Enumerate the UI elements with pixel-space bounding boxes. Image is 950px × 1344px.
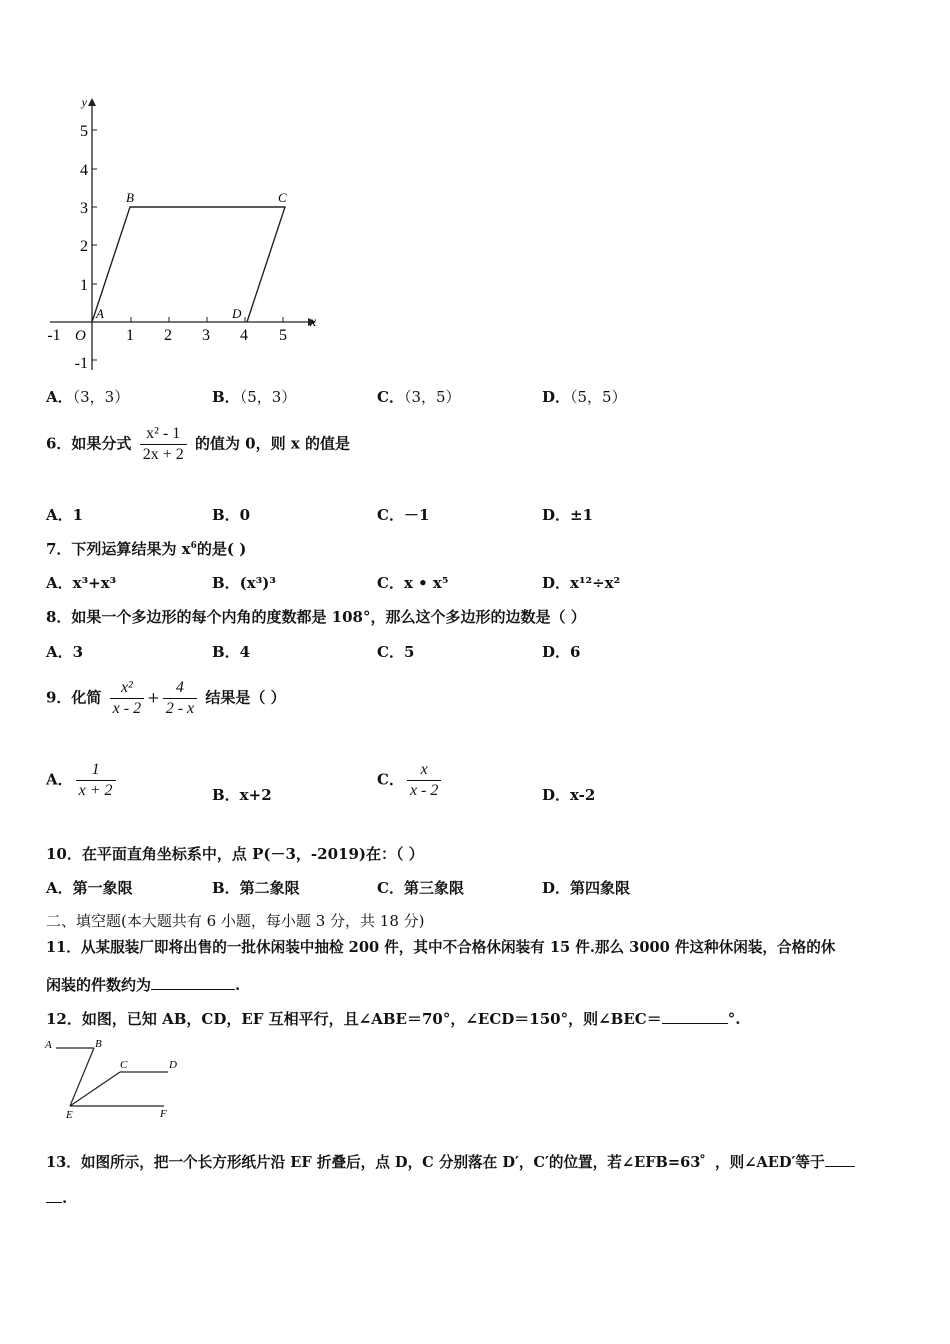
x-tick-label: 4 [240, 327, 248, 344]
question-10: 10．在平面直角坐标系中，点 P(－3，-2019)在：（ ） [46, 845, 424, 863]
q9-option-b: B．x+2 [212, 786, 272, 804]
q9-fraction-2: $\frac{4}{2 - x}$ [163, 678, 197, 719]
answer-blank[interactable] [825, 1152, 855, 1167]
point-label-a: A [96, 306, 104, 321]
y-tick-label: 2 [80, 238, 88, 255]
y-tick-label: 1 [80, 277, 88, 294]
q5-option-d: D．（5，5） [542, 388, 627, 406]
x-tick-label: 2 [164, 327, 172, 344]
label-d: D [169, 1059, 177, 1071]
y-tick-label: 3 [80, 200, 88, 217]
x-axis-label: x [310, 315, 317, 330]
q8-option-a: A．3 [46, 643, 84, 661]
x-tick-label: 5 [279, 327, 287, 344]
q6-option-d: D．±1 [542, 506, 594, 524]
q6-option-b: B．0 [212, 506, 251, 524]
question-11-line-2: 闲装的件数约为 . [46, 976, 241, 994]
question-12: 12．如图，已知 AB，CD，EF 互相平行，且∠ABE＝70°，∠ECD＝150°，则∠BEC＝ °. [46, 1010, 741, 1028]
x-tick-label: 1 [126, 327, 134, 344]
label-e: E [66, 1109, 73, 1121]
question-7: 7．下列运算结果为 $x^6$的是( ) [46, 540, 247, 558]
x-tick-label: -1 [47, 327, 61, 344]
q8-option-c: C．5 [377, 643, 415, 661]
question-8: 8．如果一个多边形的每个内角的度数都是 108°，那么这个多边形的边数是（ ） [46, 608, 586, 626]
answer-blank[interactable] [662, 1009, 728, 1024]
y-tick-label: 4 [80, 162, 88, 179]
q5-option-a: A．（3，3） [46, 388, 130, 406]
q9-option-c: C． $\frac{x}{x - 2}$ [377, 760, 444, 801]
label-c: C [120, 1059, 128, 1071]
q7-option-d: D．x¹²÷x² [542, 574, 621, 592]
y-tick-label: -1 [74, 355, 88, 372]
q8-option-b: B．4 [212, 643, 251, 661]
q5-option-b: B．（5，3） [212, 388, 297, 406]
question-13-line-2: . [46, 1188, 67, 1207]
q6-fraction: $\frac{\text{x² - 1}}{2x + 2}$ [140, 424, 187, 465]
q7-option-b: B．(x³)³ [212, 574, 276, 592]
x-tick-label: 3 [202, 327, 210, 344]
q9-option-a: A． $\frac{1}{x + 2}$ [46, 760, 119, 801]
q7-option-c: C．x • x⁵ [377, 574, 449, 592]
question-13: 13．如图所示，把一个长方形纸片沿 EF 折叠后，点 D，C 分别落在 D′，C′的位置，若∠EFB=63゜，则∠AED′等于 [46, 1151, 855, 1172]
q8-option-d: D．6 [542, 643, 581, 661]
q10-option-d: D．第四象限 [542, 879, 631, 897]
q10-option-c: C．第三象限 [377, 879, 464, 897]
q10-option-b: B．第二象限 [212, 879, 300, 897]
label-a: A [45, 1039, 52, 1051]
question-9: 9．化简 $\frac{\text{x²}}{x - 2}$ + $\frac{4}{2 - x}$ 结果是（ ） [46, 679, 286, 717]
y-tick-label: 5 [80, 123, 88, 140]
origin-label: O [75, 328, 86, 344]
question-11-line-1: 11．从某服装厂即将出售的一批休闲装中抽检 200 件，其中不合格休闲装有 15 件.那么 3000 件这种休闲装，合格的休 [46, 939, 836, 956]
q6-option-a: A．1 [46, 506, 84, 524]
point-label-d: D [232, 306, 242, 321]
y-axis-label: y [81, 95, 87, 109]
question-6: 6．如果分式 $\frac{\text{x² - 1}}{2x + 2}$ 的值为 0，则 x 的值是 [46, 425, 351, 463]
label-b: B [95, 1038, 102, 1050]
point-label-c: C [278, 190, 287, 205]
label-f: F [160, 1108, 167, 1120]
q5-option-c: C．（3，5） [377, 388, 461, 406]
parallel-lines-diagram [40, 1036, 190, 1122]
q6-option-c: C．－1 [377, 506, 430, 524]
y-axis-arrow [88, 98, 96, 106]
q7-option-a: A．x³+x³ [46, 574, 117, 592]
q10-option-a: A．第一象限 [46, 879, 133, 897]
parallelogram-abcd [92, 207, 285, 322]
answer-blank[interactable] [46, 1188, 62, 1203]
q9-fraction-1: $\frac{\text{x²}}{x - 2}$ [110, 678, 144, 719]
answer-blank[interactable] [151, 975, 235, 990]
coordinate-graph [40, 92, 330, 382]
point-label-b: B [126, 190, 134, 205]
section-2-title: 二、填空题(本大题共有 6 小题，每小题 3 分，共 18 分) [46, 912, 425, 930]
q9-option-d: D．x-2 [542, 786, 596, 804]
